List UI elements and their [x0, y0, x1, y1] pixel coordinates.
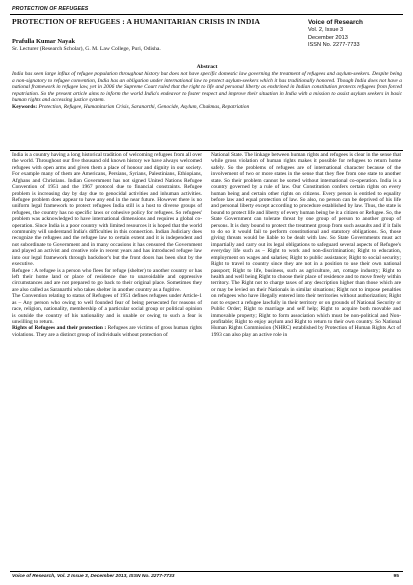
body-column-right	[211, 152, 401, 338]
keywords-list: Protection, Refugee, Humanitarian Crisis, Saranarthi, Genocide, Asylum, Chakmas, Repatriation	[37, 103, 250, 110]
keywords-label: Keywords:	[12, 103, 38, 110]
title-block	[12, 17, 302, 53]
abstract-rule	[10, 150, 403, 151]
body-paragraph: Refugee : A refugee is a person who flees for refuge (shelter) to another country or has left their home land or place of residence due to unavoidable and oppressive circumstances and are not prepared to go back to their original place. Sometimes they are also called as Saranarthi who takes shelter in another country as a fugitive.	[12, 267, 202, 293]
running-head: PROTECTION OF REFUGEES	[12, 6, 89, 12]
footer-citation: Voice of Research, Vol. 2 Issue 3, December 2013, ISSN No. 2277-7733	[12, 574, 175, 579]
body-paragraph: India is a country having a long historical tradition of welcoming refugees from all over the world. Throughout our five thousand old known history we have always welcomed refugees with open arms and given them a place of honour and dignity in our society. For example many of them are Americans, Persians, Syrians, Palestinians, Ethiopians, Afghans and Christians. Indian Government has not signed United Nations Refugee Convention of 1951 and the 1967 protocol due to financial constraints. Refugee problem is increasing day by day due to genocidal activities and inhuman activities. Refugee problem does appear to have any end in the near future. However there is no uniform legal framework to protect refugees India still is a host to diverse groups of refugees, the country has no specific laws or cohesive policy for refugees. So refugees' problem was acknowledged to have international dimensions and requires a global co-operation. Since India is a poor country with limited resources it is hoped that the world community will understand India's difficulties in this connection. Indian Judiciary does recognize the refugees and the refugee law to certain extent and it is independent and not subordinate to Government and in many occasions it has censured the Government and played an activist and creative role in recent years and has introduced refugee law into our legal framework through backdoor's but the front doors has been shut by the executive.	[12, 152, 202, 268]
abstract-section	[12, 64, 402, 110]
journal-issn: ISSN No. 2277-7733	[308, 42, 360, 49]
journal-volume: Vol. 2, Issue 3	[308, 27, 344, 33]
body-text: Refugees are victims of gross human rights violations. They are a distinct group of individuals without protection of	[12, 325, 202, 338]
journal-date: December 2013	[308, 34, 348, 41]
bottom-rule	[10, 571, 403, 572]
journal-name: Voice of Research	[308, 19, 363, 26]
body-paragraph: National State. The linkage between human rights and refugees is clear in the sense that while gross violation of human rights makes it possible for refugees to return home safely. So the problems of refugees are of international character because of the involvement of two or more states in the sense that they flee from one state to another state. So their problem cannot be sorted without international co-operation. India is a country governed by a rule of law. Our Constitution confers certain rights on every human being and certain other rights on citizens. Every person is entitled to equality before law and equal protection of law. So also, no person can be deprived of his life and personal liberty except according to procedure established by law. Thus, the state is bound to protect life and liberty of every human being be it a citizen or Refugee. So, the State Government can tolerate threat by one group of person to another group of persons. It is duty bound to protect the treatment group from such assaults and if it fails to do so it would fail to perform constitutional and statutory obligations. So, those giving threats would be liable to be dealt with law. So State Governments must act impartially and carry out its legal obligations to safeguard several aspects of Refugee's everyday life such as – Right to work and non-discrimination; Right to education, employment on wages and salaries; Right to public assistance; Right to social security; Right to travel to country since they are not in a position to use their own national passport; Right to life, business, such as agriculture, art, cottage industry; Right to health and well being Right to choose their place of residence and to move freely within territory. The Right not to charge taxes of any description higher than those which are or may be levied on their Nationals in similar situations; Right not to impose penalties on refugees who have illegally entered into their territories without authorization; Right not to expect a refugee lawfully in their territory or on grounds of National Security or Public Order; Right to marriage and self help; Right to acquire both movable and immovable property; Right to form association which must be non-political and Non-profitable; Right to enjoy asylum and Right to return to their own country. So National Human Rights Commission (NHRC) established by Protection of Human Rights Act of 1993 can also play an active role in	[211, 152, 401, 338]
paper-title: PROTECTION OF REFUGEES : A HUMANITARIAN CRISIS IN INDIA	[12, 17, 261, 26]
body-paragraph: The Convention relating to status of Refugees of 1951 defines refugees under Article-1 as – Any person who owing to well founded fear of being persecuted for reasons of race, religion, nationality, membership of a particular social group or political opinion is outside the country of his nationality and is unable or owing to such a fear is unwilling to return.	[12, 293, 202, 325]
body-paragraph	[12, 325, 202, 338]
author-name: Prafulla Kumar Nayak	[12, 38, 76, 45]
abstract-text: India has seen large influx of refugee population throughout history but does not have specific domestic law governing the treatment of refugees and asylum-seekers. Despite being a non-signatory to refugee convention, India has an obligation under international law to protect asylum-seekers which it has traditionally honored. Though India does not have a national framework in refugee law, yet in 2006 the Supreme Court ruled that the right to life and personal liberty as enshrined in Indian constitution protects refugees from forced repatriation. So the present article aims to inform the world India's endeavor to foster respect and improve their situation in India with a mission to assist asylum seekers in basic human rights and accessing justice system.	[12, 71, 402, 103]
body-column-left	[12, 152, 202, 338]
top-rule	[10, 14, 403, 15]
journal-info	[308, 19, 402, 50]
keywords	[12, 104, 402, 111]
author-affiliation: Sr. Lecturer (Research Scholar), G. M. Law College, Puri, Odisha.	[12, 46, 161, 52]
section-heading: Rights of Refugees and their protection :	[12, 325, 107, 332]
page-number: 95	[393, 574, 399, 579]
abstract-heading: Abstract	[196, 64, 218, 70]
